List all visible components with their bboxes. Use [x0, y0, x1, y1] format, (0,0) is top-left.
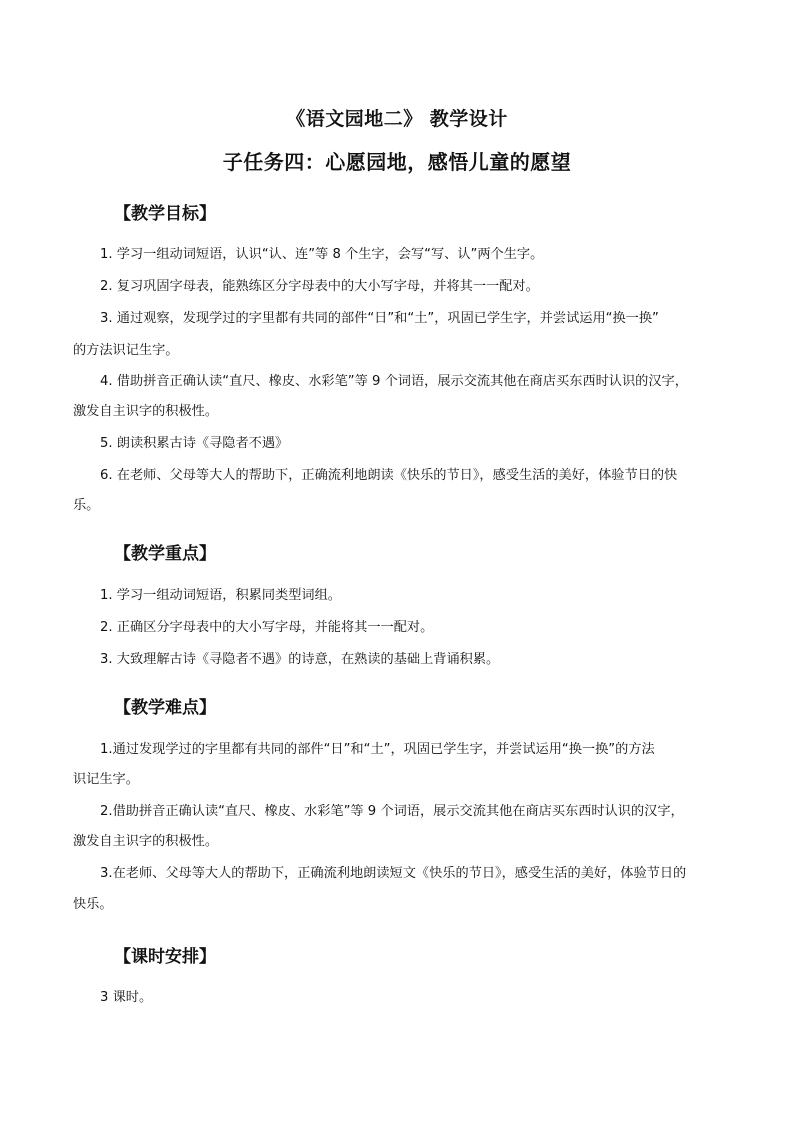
schedule-line: 3 课时。: [100, 990, 153, 1005]
difficulty-line: 1.通过发现学过的字里都有共同的部件“日”和“土”，巩固已学生字，并尝试运用“换一换”的方法: [100, 742, 655, 757]
key-point-line: 3. 大致理解古诗《寻隐者不遇》的诗意，在熟读的基础上背诵积累。: [100, 652, 500, 667]
difficulty-line: 激发自主识字的积极性。: [73, 834, 219, 849]
goal-line: 1. 学习一组动词短语，认识“认、连”等 8 个生字，会写“写、认”两个生字。: [100, 247, 544, 262]
key-point-line: 1. 学习一组动词短语，积累同类型词组。: [100, 588, 341, 603]
goal-line: 乐。: [73, 498, 100, 513]
document-title: 《语文园地二》 教学设计: [286, 108, 508, 130]
goal-line: 4. 借助拼音正确认读“直尺、橡皮、水彩笔”等 9 个词语，展示交流其他在商店买东西时认识的汉字，: [100, 374, 688, 389]
difficulty-line: 2.借助拼音正确认读“直尺、橡皮、水彩笔”等 9 个词语，展示交流其他在商店买东西时认识的汉字，: [100, 804, 684, 819]
difficulty-line: 3.在老师、父母等大人的帮助下，正确流利地朗读短文《快乐的节日》，感受生活的美好，体验节日的: [100, 866, 687, 881]
difficulty-line: 识记生字。: [73, 772, 139, 787]
goal-line: 2. 复习巩固字母表，能熟练区分字母表中的大小写字母，并将其一一配对。: [100, 279, 539, 294]
goal-line: 激发自主识字的积极性。: [73, 404, 219, 419]
section-heading-schedule: 【课时安排】: [114, 947, 216, 967]
goal-line: 5. 朗读积累古诗《寻隐者不遇》: [100, 436, 289, 451]
goal-line: 的方法识记生字。: [73, 343, 179, 358]
document-subtitle: 子任务四：心愿园地，感悟儿童的愿望: [222, 150, 572, 174]
section-heading-goals: 【教学目标】: [114, 204, 216, 224]
key-point-line: 2. 正确区分字母表中的大小写字母，并能将其一一配对。: [100, 620, 434, 635]
difficulty-line: 快乐。: [73, 897, 113, 912]
goal-line: 3. 通过观察，发现学过的字里都有共同的部件“日”和“土”，巩固已学生字，并尝试运用“换一换”: [100, 311, 659, 326]
section-heading-difficulties: 【教学难点】: [114, 698, 216, 718]
goal-line: 6. 在老师、父母等大人的帮助下，正确流利地朗读《快乐的节日》，感受生活的美好，体验节日的快: [100, 468, 678, 483]
section-heading-key-points: 【教学重点】: [114, 544, 216, 564]
